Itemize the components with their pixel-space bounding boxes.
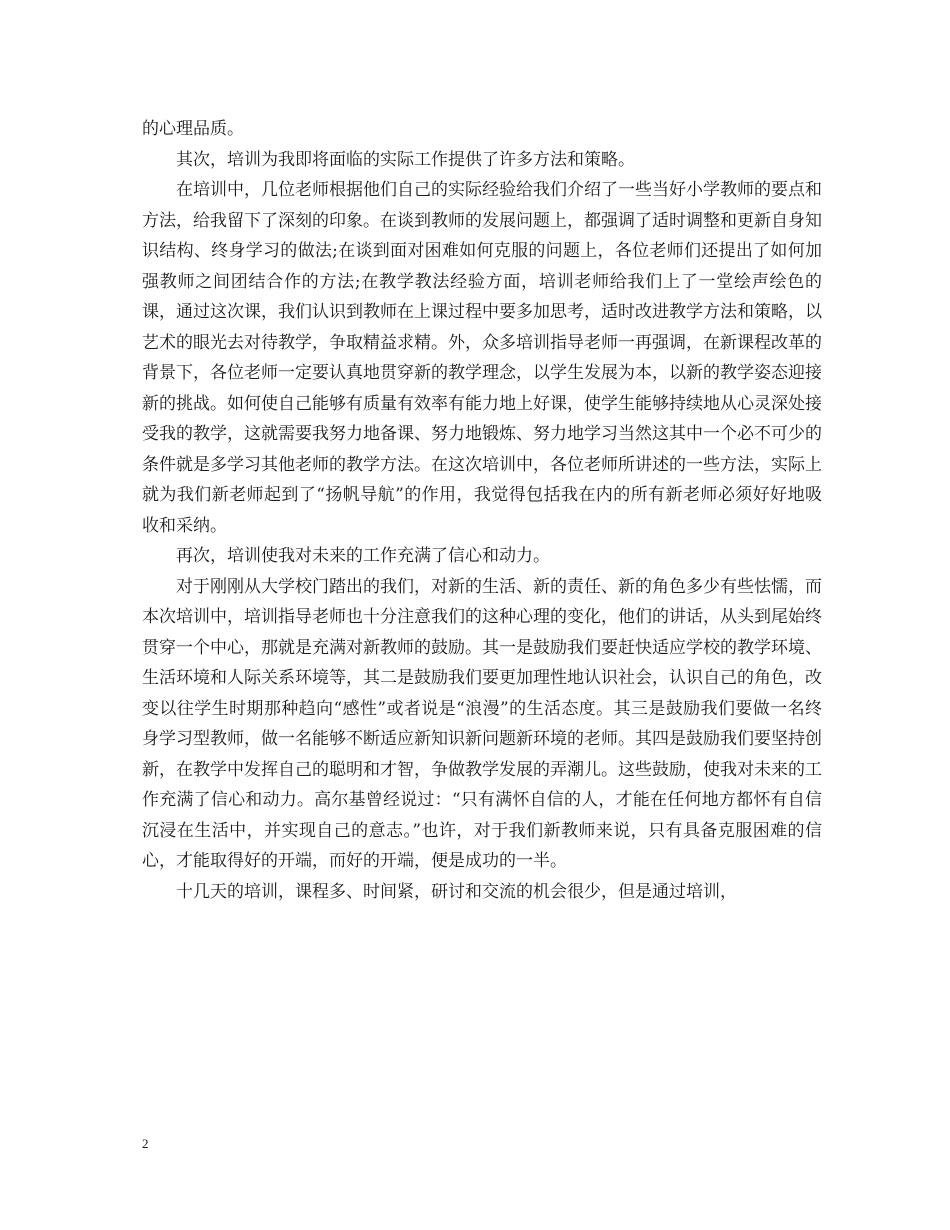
paragraph-2: 其次，培训为我即将面临的实际工作提供了许多方法和策略。 xyxy=(176,149,635,170)
page-number: 2 xyxy=(142,1136,149,1151)
paragraph-3: 在培训中，几位老师根据他们自己的实际经验给我们介绍了一些当好小学教师的要点和方法，给我留下了深刻的印象。在谈到教师的发展问题上，都强调了适时调整和更新自身知识结构、终身学习的做法;在谈到面对困难如何克服的问题上，各位老师们还提出了如何加强教师之间团结合作的方法;在教学教法经验方面，培训老师给我们上了一堂绘声绘色的课，通过这次课，我们认识到教师在上课过程中要多加思考，适时改进教学方法和策略，以艺术的眼光去对待教学，争取精益求精。外，众多培训指导老师一再强调，在新课程改革的背景下，各位老师一定要认真地贯穿新的教学理念，以学生发展为本，以新的教学姿态迎接新的挑战。如何使自己能够有质量有效率有能力地上好课，使学生能够持续地从心灵深处接受我的教学，这就需要我努力地备课、努力地锻炼、努力地学习当然这其中一个必不可少的条件就是多学习其他老师的教学方法。在这次培训中，各位老师所讲述的一些方法，实际上就为我们新老师起到了“扬帆导航”的作用，我觉得包括我在内的所有新老师必须好好地吸收和采纳。 xyxy=(142,180,822,536)
paragraph-1: 的心理品质。 xyxy=(142,119,244,139)
paragraph-6: 十几天的培训，课程多、时间紧，研讨和交流的机会很少，但是通过培训， xyxy=(176,881,737,902)
document-body xyxy=(142,114,822,907)
paragraph-5: 对于刚刚从大学校门踏出的我们，对新的生活、新的责任、新的角色多少有些怯懦，而本次培训中，培训指导老师也十分注意我们的这种心理的变化，他们的讲话，从头到尾始终贯穿一个中心，那就是充满对新教师的鼓励。其一是鼓励我们要赶快适应学校的教学环境、生活环境和人际关系环境等，其二是鼓励我们要更加理性地认识社会，认识自己的角色，改变以往学生时期那种趋向“感性”或者说是“浪漫”的生活态度。其三是鼓励我们要做一名终身学习型教师，做一名能够不断适应新知识新问题新环境的老师。其四是鼓励我们要坚持创新，在教学中发挥自己的聪明和才智，争做教学发展的弄潮儿。这些鼓励，使我对未来的工作充满了信心和动力。高尔基曾经说过：“只有满怀自信的人，才能在任何地方都怀有自信沉浸在生活中，并实现自己的意志。”也许，对于我们新教师来说，只有具备克服困难的信心，才能取得好的开端，而好的开端，便是成功的一半。 xyxy=(142,576,822,871)
paragraph-4: 再次，培训使我对未来的工作充满了信心和动力。 xyxy=(176,546,550,566)
